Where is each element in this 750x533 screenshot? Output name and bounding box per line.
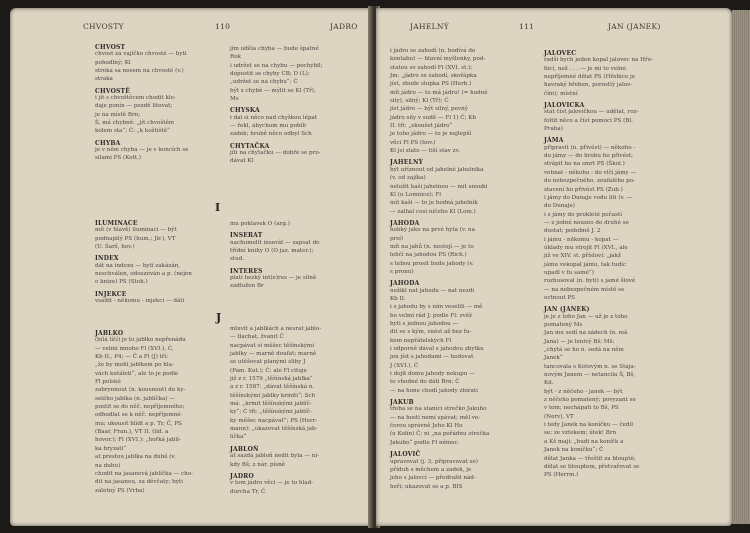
right-head-word: JAHELNÝ: [410, 22, 450, 31]
entry-line: selého jablka (n. jablíčka) —: [95, 395, 175, 402]
entry-line: dělat Janka — třeštit za blouptě;: [544, 455, 636, 462]
entry-line: kontabu) — hlavní myšlenky, pod-: [390, 56, 486, 63]
headword: JALOVIČ: [390, 451, 421, 459]
entry-line: mu poklavek O (arg.): [230, 221, 290, 227]
entry-line: mít jádro — to má jádro! (= hodně: [390, 89, 488, 96]
entry-line: jámu vekopal jámu, tak tudíc: [544, 261, 627, 268]
entry-line: strápit ho na smrt PS (Škol.): [544, 161, 625, 168]
entry-line: i jádro se zahodí (n. hodívá do: [390, 48, 476, 54]
left-column-2-top: [230, 46, 368, 167]
entry-line: těšínskými jablky krmiti“; Sch: [230, 392, 316, 399]
entry-line: mluvit a jablkách a nesrat jablo-: [230, 326, 322, 332]
entry-line: odhodlat se k něč. nepříjemné-: [95, 412, 183, 419]
entry-line: Jm: „jádro se zahodí, skořápka: [390, 73, 477, 80]
left-column-1-i: [95, 216, 228, 306]
entry-line: má: „krmit těšínskými jablíč-: [230, 401, 312, 408]
headword: ILUMINACE: [95, 220, 138, 227]
entry-line: mít kaši — to je hodná jahelník: [390, 200, 478, 207]
entry-line: jím uděla chyba — bude špatné: [230, 46, 319, 52]
entry-line: (Pam. Kut.); Č; ale Fl cituje: [230, 367, 307, 374]
entry-line: havraký hřeben, porostlý jalov-: [544, 82, 633, 89]
entry-line: je toho jádro — to je nejlepší: [390, 131, 472, 138]
entry-line: do jámy — do hrobu ho přivést;: [544, 153, 634, 160]
headword: INTERES: [230, 267, 263, 275]
entry-line: stroka sa nosem na chvosté (v.): [95, 68, 184, 75]
headword: JABLKO: [95, 330, 124, 337]
right-column-2: [544, 46, 694, 481]
entry-line: — na nebezpečném místě se: [544, 286, 625, 293]
headword: JAHODA: [390, 280, 420, 288]
entry-line: ať sazdá jabloň nedit byla — ni-: [230, 453, 320, 460]
entry-line: (v. od zajíka): [390, 175, 426, 182]
entry-line: jíst, zbude slupka PS (Herb.): [390, 81, 472, 88]
entry-line: chodit na jasanová jablíčka — cho-: [95, 470, 193, 477]
entry-line: vsadit - někomu - injekci — dáti: [95, 298, 185, 305]
headword: JAHODA: [390, 219, 420, 227]
entry-line: a z r. 1587: „dávat těšínská n.: [230, 384, 315, 391]
entry-line: — na hosti nemí spávat; měl ve-: [390, 414, 481, 421]
right-page: [376, 8, 732, 526]
entry-line: již z r. 1579 „těšínská jablka“: [230, 376, 313, 383]
entry-line: silami PS (Kott.): [95, 155, 142, 162]
headword: CHYSKA: [230, 107, 260, 115]
headword: INDEX: [95, 255, 119, 263]
left-column-1-j: [95, 326, 228, 496]
entry-line: jen jíst s jahodami — hodovat: [390, 354, 474, 361]
entry-line: dělat se blouptem, přetvařovat se: [544, 463, 640, 470]
entry-line: Praha): [544, 126, 563, 133]
entry-line: dostat; podobně J. 2: [544, 228, 601, 235]
entry-line: s tebou prosit bude jahody (v.: [390, 260, 474, 267]
entry-line: dit na jasanou, za děvčaty; byti: [95, 479, 183, 486]
headword: JABLOŇ: [230, 445, 259, 453]
entry-line: Janek“: [544, 355, 563, 362]
left-column-2-j: [230, 326, 368, 497]
entry-line: i s jámy do prokleté počastí: [544, 211, 623, 218]
entry-line: — na hone chodí jahody zbirati: [390, 387, 478, 394]
entry-line: vehnat - někoho - do vlčí jámy —: [544, 169, 637, 176]
right-column-1: [390, 48, 538, 492]
entry-line: příduh s měchem a zadek, je: [390, 466, 472, 473]
entry-line: být z chybě — mýlit se Kl (Tř),: [230, 87, 316, 94]
entry-line: i tedy Janek na koníčku — čedil: [544, 422, 634, 429]
entry-line: z něčeho pomatený; povyzant se: [544, 397, 636, 404]
entry-line: lehčí na jahodou PS (Rich.): [390, 252, 467, 259]
headword: INSERAT: [230, 232, 263, 240]
entry-line: at prestou jablka na dubě (v.: [95, 454, 176, 461]
headword: INJEKCE: [95, 290, 127, 298]
entry-line: straka: [95, 76, 113, 83]
entry-line: mann): „ukazovat těšínská jab-: [230, 426, 318, 433]
entry-line: — z jedné nouzeo do druhé se: [544, 219, 629, 226]
entry-line: chvost za vajíčko chvosté — byti: [95, 51, 187, 58]
entry-line: Kb II.: [390, 295, 406, 302]
entry-line: se utěšovat planými sliby J: [230, 359, 306, 366]
entry-line: zabrynnout (n. kousnout) do ky-: [95, 387, 186, 394]
headword: JAN (JANEK): [544, 306, 590, 314]
entry-line: mít na jahů (n. nestojí — je to: [390, 243, 474, 250]
entry-line: „že by mohl jablkem po hla-: [95, 362, 174, 369]
entry-line: připravit (n. přivést) — někoho -: [544, 144, 636, 151]
entry-line: mu; ukousit hlídt a p. Tr, Č, PS: [95, 420, 182, 427]
entry-line: novým Janem — netancila Š, Bš,: [544, 372, 636, 379]
entry-line: i udržet se na chybu — pochybil;: [230, 62, 323, 69]
entry-line: na dubu): [95, 462, 121, 469]
entry-line: bicí, než . . . — je mi to velmi: [544, 65, 626, 72]
entry-line: (u Kolín) Č; ni „na pořádnu strečka: [390, 431, 490, 438]
entry-line: ky“; Č tři: „těšínskými jablíč-: [230, 409, 312, 416]
entry-line: Rok: [230, 54, 241, 61]
entry-line: foltit něco a číst pomoci PS (Bl.: [544, 117, 633, 124]
entry-line: sily), silný; Kl (Tř); Č: [390, 98, 449, 105]
entry-line: stavení ho přivést PS (Zub.): [544, 186, 623, 193]
right-head-last-word: JAN (JANEK): [608, 22, 661, 31]
entry-line: jeho s jalovcí — předražil nád-: [390, 475, 476, 482]
left-page: [10, 8, 372, 526]
entry-line: do nebezpečného, zoufalého po-: [544, 178, 635, 185]
entry-line: v tom jádro věci — je to hlad-: [230, 480, 314, 487]
left-head-word: CHVOSTY: [83, 22, 124, 31]
headword: JAKUB: [390, 399, 414, 407]
right-page-number: 111: [519, 22, 535, 31]
entry-line: — tlachat, žvanit Č: [230, 334, 284, 341]
entry-line: neschválen, odsuzován a p. (nejen: [95, 271, 192, 278]
entry-line: stud.: [230, 256, 245, 263]
entry-line: třeba se na stanici strečko Jakubo: [390, 406, 487, 413]
entry-line: jíti na chytačku — dobře se pro-: [230, 150, 321, 157]
entry-line: hebký jako na prvé hyta (v. na: [390, 227, 475, 234]
entry-line: je je z toho Jan — už je z toho: [544, 313, 628, 320]
left-head-last-word: JADRO: [330, 22, 358, 31]
entry-line: (U. Šarš, hov.): [95, 244, 135, 251]
entry-line: i jít s chvoštěcem chodit kle-: [95, 95, 176, 102]
entry-line: jablky — marně doufat; marně: [230, 351, 317, 358]
entry-line: daje ponín — pozdě litovat;: [95, 103, 173, 110]
headword: CHYTAČKA: [230, 142, 270, 150]
entry-line: líčka“: [230, 434, 247, 441]
headword: CHVOSTĚ: [95, 87, 130, 95]
headword: JALOVEC: [544, 50, 577, 57]
headword: JADRO: [230, 472, 254, 480]
entry-line: vách kutáleti“, ale to je podle: [95, 370, 179, 377]
entry-line: Jakubo“ podle Fl němec.: [390, 439, 460, 446]
entry-line: rozhusoval (n. byti) s jamé šlové: [544, 278, 636, 285]
entry-line: dopustit se chyby CB; D (L):: [230, 71, 310, 78]
entry-line: pomatený Ms: [544, 322, 583, 328]
entry-line: prsí): [390, 235, 404, 242]
left-column-2-i: [230, 221, 368, 292]
entry-line: to vhodné do dáti Brn; Č: [390, 379, 460, 386]
entry-line: Kb II., P4; — Č a Fl (J) tří:: [95, 354, 169, 361]
headword: JÁMA: [544, 137, 564, 145]
entry-line: kolem sta“; Č: „k koštiště“: [95, 128, 170, 135]
entry-line: o knize) PS (Stoh.): [95, 279, 148, 286]
entry-line: bo velmi rád J; podle Fl: zvěž: [390, 312, 473, 319]
entry-line: úklady mu strojit Fl (XVI., ale: [544, 244, 628, 251]
entry-line: stát číst jalovičkou — udělat, roz-: [544, 109, 639, 116]
entry-line: Kd.: [544, 380, 554, 387]
entry-line: Janek na koníčku“; Č: [544, 447, 604, 454]
headword: CHYBA: [95, 139, 121, 147]
page-edges-right: [732, 10, 750, 524]
entry-line: „chytá se ho n. sedá na něm: [544, 347, 624, 354]
entry-line: Š, má chybně: „jít chvoštěm: [95, 120, 175, 127]
entry-line: i dojít domu jahody nekupu —: [390, 371, 475, 378]
entry-line: „udržet se na chybu“; Č: [230, 79, 298, 86]
entry-line: hovor.); Fl (XVI.): „hořká jablí-: [95, 437, 181, 444]
entry-line: je na místě Brn;: [95, 111, 141, 118]
left-column-1-top: [95, 40, 228, 164]
entry-line: (Baar, Fran.), VT II. (lid. a: [95, 429, 169, 436]
entry-line: být - z něčeho - janek — být: [544, 388, 623, 395]
entry-line: tancovala s Kotovým n. se Staja-: [544, 363, 636, 370]
entry-line: nacpávat si měšec těšínskými: [230, 342, 314, 349]
entry-line: nachumelit inserát — zapsat do: [230, 239, 320, 246]
entry-line: s pronu): [390, 268, 414, 275]
entry-line: — řekl, abychom mu pobíli: [230, 123, 306, 130]
entry-line: II. tři: „zkoušet jádro“: [390, 123, 453, 130]
entry-line: (Nerv), VT: [544, 413, 574, 420]
entry-line: Ms: [230, 96, 239, 103]
entry-line: platí hezký int(e)res — je silně: [230, 275, 317, 282]
entry-line: kdy Bš; z nár. písně: [230, 461, 285, 468]
entry-line: Jan mu sedí na zádech (n. má: [544, 330, 628, 337]
section-letter-i: I: [215, 201, 221, 214]
headword: JAHELNÝ: [390, 159, 424, 167]
section-letter-j: J: [216, 311, 222, 324]
entry-line: i dal si něco nad chyškou lépat: [230, 114, 318, 121]
entry-line: věci Fl PS (hov.): [390, 139, 436, 146]
entry-line: kem nepřátelských Fl: [390, 337, 452, 344]
entry-line: neložit kaši jahelnou — mít snoubi: [390, 183, 488, 190]
entry-line: Kl jsi zlato — tiší stav zv.: [390, 148, 460, 155]
entry-line: mít (v hlavě) iluminaci — být: [95, 227, 177, 234]
entry-line: dávat Kl: [230, 158, 254, 165]
entry-line: dit se s kým, snést až bez ťu-: [390, 329, 472, 336]
headword: JALOVICKA: [544, 102, 585, 110]
entry-line: Fl polské: [95, 379, 121, 386]
entry-line: je v něm chyba — je v koncích se: [95, 147, 189, 154]
entry-line: dát na indexu — byti zakázán,: [95, 262, 181, 269]
left-page-number: 110: [215, 22, 231, 31]
entry-line: radši bych jeden kopal jalovec na Hře-: [544, 57, 653, 64]
entry-line: jíst jádro — být silný, pevný: [390, 106, 468, 113]
entry-line: octnout PS: [544, 294, 575, 301]
entry-line: statou se zahodí Fl (XVI. st.);: [390, 64, 473, 71]
entry-line: i jámu - někomu - kopat —: [544, 236, 619, 243]
entry-line: být uříznout od jahelné jahelnika: [390, 166, 484, 173]
entry-line: v tom; nechápati to Bš, PS: [544, 405, 619, 412]
entry-line: PS (Herrm.): [544, 472, 579, 479]
entry-line: jádro sily v sudě — Fl 1) Č; Kb: [390, 114, 476, 121]
entry-line: — velmi mnoho Fl (XVI.), Č,: [95, 345, 174, 352]
entry-line: i odporně dával s jahodou zbytku: [390, 346, 484, 353]
entry-line: pohodlný; Kl: [95, 59, 131, 66]
entry-line: upadl v fu samé“): [544, 269, 594, 276]
entry-line: pustit se do něč. nepříjemného;: [95, 404, 185, 411]
entry-line: již ve XIV. st. přísloví: „jakž: [544, 253, 621, 260]
entry-line: — zalhal cosi ničeho Kl (Lom.): [390, 208, 476, 215]
entry-line: se; ze vztekem; útek! Brn: [544, 430, 617, 437]
entry-line: upravovat (j. 3, připravovat se): [390, 458, 478, 465]
entry-line: a Kš mají: „budi na koníčk a: [544, 438, 624, 445]
entry-line: Jana) — je lenivý Bš; Mš:: [544, 338, 615, 345]
entry-line: i jámy do Dunaje vodu liti (v. —: [544, 194, 633, 201]
entry-line: nepříjemné dělat PS (Hřebice je: [544, 74, 636, 81]
entry-line: zadek; hrubě něco odbyl Sch: [230, 131, 312, 138]
entry-line: třídní knihy O (O jaz. mater.);: [230, 248, 314, 255]
entry-line: zadlužen Br: [230, 283, 264, 290]
headword: CHVOST: [95, 44, 126, 51]
entry-line: durcha Tr, Č: [230, 488, 266, 495]
entry-line: záletný PS (Vrba): [95, 487, 145, 494]
entry-line: nežikl nat jahodu — nat nezdi: [390, 287, 475, 294]
entry-line: do Dunaje): [544, 203, 575, 210]
entry-line: ka hryzati“: [95, 445, 127, 452]
entry-line: ky měšec nacpávat“; PS (Herr-: [230, 417, 318, 424]
entry-line: J (XVI.), Č: [390, 362, 419, 369]
entry-line: čerou správně Jeho Kl Ho: [390, 423, 463, 430]
entry-line: byti s jednou jahodou —: [390, 321, 459, 327]
entry-line: i s jahodu by s ním veselili — mě: [390, 304, 483, 311]
entry-line: podnapilý PS (hum.; Jír.), VT: [95, 235, 176, 242]
entry-line: Kl (u Lomnice); Fl: [390, 191, 442, 198]
entry-line: heři; ukazovat se a p. BIS: [390, 483, 463, 490]
entry-line: (bílá líčí) je to jablko nepřenádu: [95, 337, 186, 344]
entry-line: čím); místní: [544, 90, 578, 97]
